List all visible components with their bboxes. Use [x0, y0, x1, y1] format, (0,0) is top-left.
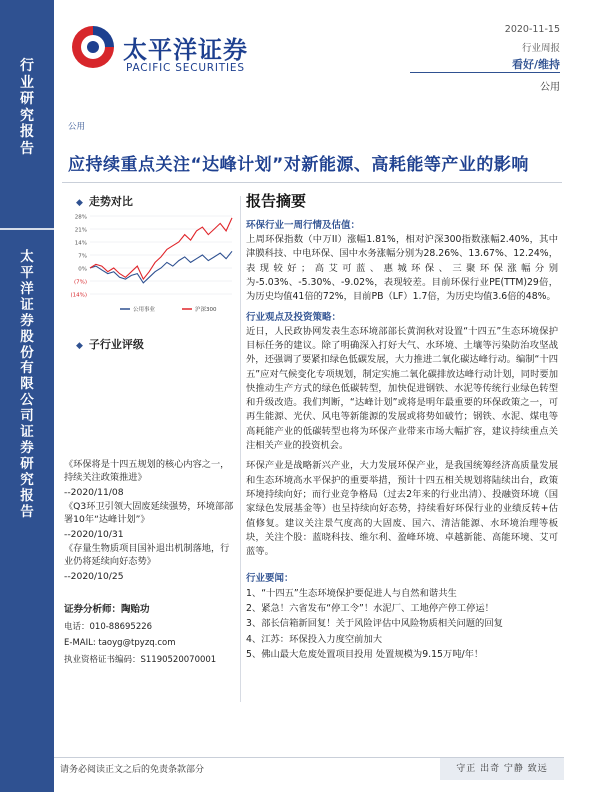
report-type: 行业周报 — [521, 43, 560, 54]
rating-heading-text: 子行业评级 — [88, 338, 144, 351]
analyst-name: 证券分析师：陶贻功 — [64, 604, 150, 615]
sidebar-bottom-text: 太 平 洋 证 券 股 份 有 限 公 司 证 券 研 究 报 告 — [20, 249, 34, 520]
chart-tick-label: 28% — [74, 214, 87, 221]
triangle-icon: ◆ — [76, 341, 83, 351]
chart-tick-label: 14% — [74, 240, 87, 247]
company-name-cn: 太平洋证券 — [123, 36, 248, 64]
summary-paragraph: 环保产业是战略新兴产业，大力发展环保产业，是我国统筹经济高质量发展和生态环境高水平保护的重要举措，预计十四五相关规划将陆续出台，政策环境持续向好；而行业竞争格局（过去2年来的行业出清）、投融资环境（国家绿色发展基金等）也呈持续向好态势，持续看好环保行业的业绩反转+估值修复。建议关注景气度高的大固废、国六、清洁能源、水环境治理等板块，关注个股：蓝晓科技、维尔利、盈峰环境、卓越新能、高能环境、艾可蓝等。 — [246, 460, 558, 558]
chart-tick-label: 0% — [78, 266, 87, 273]
rating-heading — [76, 336, 144, 352]
related-report: 《环保将是十四五规划的核心内容之一，持续关注政策推进》 — [64, 459, 230, 484]
related-reports — [64, 458, 236, 584]
triangle-icon: ◆ — [76, 198, 83, 208]
left-sidebar — [0, 0, 54, 792]
header-rule — [410, 72, 560, 73]
rating: 看好/维持 — [511, 58, 560, 71]
summary-subheading: 行业观点及投资策略： — [246, 311, 342, 323]
news-item: 5、佛山最大危废处置项目投用 处置规模为9.15万吨/年！ — [246, 649, 484, 661]
footer-disclaimer: 请务必阅读正文之后的免责条款部分 — [60, 765, 205, 775]
summary-paragraph: 近日，人民政协网发表生态环境部部长黄润秋对设置“十四五”生态环境保护目标任务的建议。除了明确深入打好大气、水环境、土壤等污染防治攻坚战外，还强调了要紧扣绿色低碳发展，大力推进二氧化碳达峰行动。编制“十四五”应对气候变化专项规划，制定实施二氧化碳排放达峰行动计划，同时要加快推动生产方式的绿色低碳转型，加快促进钢铁、水泥等传统行业绿色转型和升级改造。我们判断，“达峰计划”或将是明年最重要的环保政策之一，可再生能源、光伏、风电等新能源的发展或将势如破竹；钢铁、水泥、煤电等高耗能产业的低碳转型也将为环保产业带来市场大幅扩容，建议持续重点关注相关产业的投资机会。 — [246, 325, 558, 452]
news-item: 4、江苏：环保投入力度空前加大 — [246, 633, 383, 645]
column-divider — [240, 196, 241, 702]
sidebar-top-text: 行 业 研 究 报 告 — [20, 58, 34, 157]
chart-tick-label: (14%) — [70, 292, 87, 299]
footer-slogan: 守正 出奇 宁静 致远 — [440, 758, 564, 780]
related-report-date: --2020/10/25 — [64, 570, 124, 582]
sector: 公用 — [540, 82, 560, 93]
news-item: 1、“十四五”生态环境保护要促进人与自然和谐共生 — [246, 587, 457, 599]
related-report-date: --2020/10/31 — [64, 528, 124, 540]
analyst-info — [64, 605, 236, 672]
chart-tick-label: 7% — [78, 253, 87, 260]
news-list — [246, 586, 558, 663]
analyst-email[interactable]: E-MAIL: taoyg@tpyzq.com — [64, 638, 176, 648]
news-item: 3、部长信箱新回复！关于风险评估中风险物质相关问题的回复 — [246, 618, 503, 630]
sidebar-divider — [0, 228, 54, 230]
company-logo-icon — [68, 22, 118, 72]
summary-subheading: 行业要闻： — [246, 572, 294, 584]
chart-legend-label: 沪深300 — [195, 307, 217, 313]
summary-paragraph: 上周环保指数（中万II）涨幅1.81%，相对沪深300指数涨幅2.40%，其中津膜科技、中电环保、国中水务涨幅分别为28.26%、13.67%、12.24%，表现较好；高艾可蓝、惠城环保、三聚环保涨幅分别为-5.03%、-5.30%、-9.02%，表现较差。目前环保行业PE(TTM)29倍，为历史均值41倍的72%，目前PB（LF）1.7倍，为历史均值3.6倍的48%。 — [246, 234, 558, 303]
page-title: 应持续重点关注“达峰计划”对新能源、高耗能等产业的影响 — [68, 155, 529, 175]
related-report-date: --2020/11/08 — [64, 486, 124, 498]
summary-heading: 报告摘要 — [246, 192, 307, 210]
summary-subheading: 环保行业一周行情及估值： — [246, 220, 361, 231]
company-name-en: PACIFIC SECURITIES — [126, 62, 245, 74]
chart-tick-label: 21% — [74, 227, 87, 234]
trend-heading — [76, 193, 133, 209]
sector-label: 公用 — [68, 122, 86, 132]
report-date: 2020-11-15 — [504, 24, 560, 35]
chart-legend-label: 公用事业 — [133, 307, 156, 313]
trend-heading-text: 走势对比 — [88, 195, 133, 208]
analyst-phone: 电话：010-88695226 — [64, 621, 153, 632]
news-item: 2、紧急！六省发布“停工令”！水泥厂、工地停产停工停运！ — [246, 602, 494, 614]
title-divider — [62, 182, 562, 183]
trend-chart — [64, 208, 236, 320]
related-report: 《存量生物质项目国补退出机制落地，行业仍将延续向好态势》 — [64, 543, 230, 568]
chart-tick-label: (7%) — [73, 279, 87, 286]
chart-series-line — [90, 218, 232, 279]
analyst-cert: 执业资格证书编码：S1190520070001 — [64, 654, 217, 665]
report-summary — [246, 190, 558, 663]
related-report: 《Q3环卫引领大固废延续强势，环境部部署10年“达峰计划”》 — [64, 501, 234, 526]
